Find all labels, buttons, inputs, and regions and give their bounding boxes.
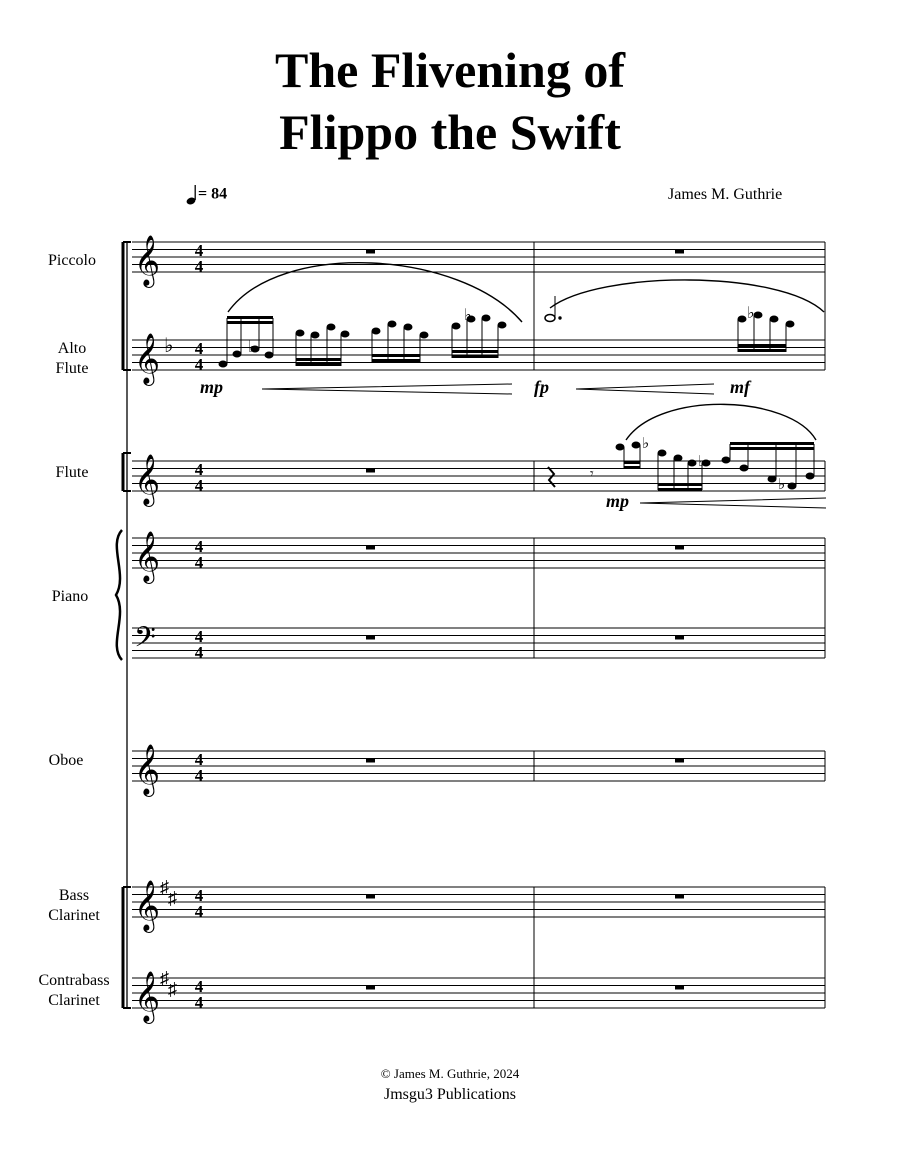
- note-head: [404, 324, 412, 330]
- beam: [227, 321, 273, 324]
- treble-clef-icon: 𝄞: [134, 744, 161, 795]
- flat-icon: ♭: [464, 307, 472, 324]
- title-line-1: The Flivening of: [274, 42, 626, 98]
- copyright-notice: © James M. Guthrie, 2024: [380, 1066, 520, 1081]
- beam: [658, 488, 702, 491]
- instrument-label-bass-clarinet: Bass Clarinet: [48, 887, 100, 924]
- title-line-2: Flippo the Swift: [279, 104, 621, 160]
- bass-clef-icon: 𝄢: [134, 621, 156, 661]
- beam: [738, 344, 786, 347]
- beam: [296, 358, 341, 361]
- note-head: [372, 328, 380, 334]
- publisher-name: Jmsgu3 Publications: [383, 1086, 516, 1103]
- flat-icon: ♭: [642, 436, 650, 452]
- whole-rest-icon: [366, 546, 375, 550]
- time-signature-top: 4: [194, 627, 204, 646]
- treble-clef-icon: 𝄞: [134, 971, 161, 1022]
- eighth-rest-icon: 𝄾: [590, 467, 594, 482]
- time-signature-top: 4: [194, 977, 204, 996]
- composer-name: James M. Guthrie: [668, 186, 783, 203]
- beam: [452, 355, 498, 358]
- staff-piano-treble: [132, 538, 825, 568]
- note-head: [296, 330, 304, 336]
- whole-rest-icon: [675, 759, 684, 763]
- note-head: [265, 352, 273, 358]
- whole-rest-icon: [366, 250, 375, 254]
- crescendo-hairpin: [640, 498, 826, 508]
- beam: [372, 354, 420, 357]
- whole-rest-icon: [675, 250, 684, 254]
- whole-rest-icon: [366, 759, 375, 763]
- time-signature-top: 4: [194, 339, 204, 358]
- time-signature-bottom: 4: [194, 766, 204, 785]
- note-head: [498, 322, 506, 328]
- time-signature-top: 4: [194, 241, 204, 260]
- note-head: [233, 351, 241, 357]
- time-signature-top: 4: [194, 537, 204, 556]
- beam: [227, 316, 273, 319]
- time-signature-bottom: 4: [194, 902, 204, 921]
- note-head: [452, 323, 460, 329]
- slur: [550, 280, 824, 312]
- instrument-label-piano: Piano: [51, 588, 89, 605]
- time-signature-bottom: 4: [194, 553, 204, 572]
- flat-icon: ♭: [164, 335, 174, 357]
- whole-rest-icon: [675, 636, 684, 640]
- beam: [624, 466, 640, 469]
- beam: [658, 483, 702, 486]
- whole-rest-icon: [675, 546, 684, 550]
- time-signature-bottom: 4: [194, 643, 204, 662]
- whole-rest-icon: [366, 636, 375, 640]
- beam: [372, 359, 420, 362]
- treble-clef-icon: 𝄞: [134, 531, 161, 582]
- flat-icon: ♭: [778, 477, 786, 493]
- whole-rest-icon: [366, 986, 375, 990]
- beam: [730, 442, 814, 445]
- note-head: [482, 315, 490, 321]
- sharp-icon: ♯: [160, 968, 169, 988]
- whole-rest-icon: [675, 895, 684, 899]
- crescendo-hairpin: [262, 384, 512, 394]
- note-head: [388, 321, 396, 327]
- time-signature-top: 4: [194, 886, 204, 905]
- time-signature-bottom: 4: [194, 355, 204, 374]
- whole-rest-icon: [366, 895, 375, 899]
- treble-clef-icon: 𝄞: [134, 880, 161, 931]
- tempo-value: = 84: [198, 185, 228, 203]
- note-head: [420, 332, 428, 338]
- beam: [296, 363, 341, 366]
- crescendo-hairpin: [576, 384, 714, 394]
- dynamic-fp: fp: [534, 377, 549, 397]
- instrument-label-alto-flute: Alto Flute: [55, 340, 89, 377]
- time-signature-bottom: 4: [194, 257, 204, 276]
- time-signature-bottom: 4: [194, 993, 204, 1012]
- time-signature-top: 4: [194, 460, 204, 479]
- instrument-label-contrabass-clarinet: Contrabass Clarinet: [38, 972, 110, 1009]
- dynamic-mf: mf: [730, 377, 750, 397]
- time-signature-top: 4: [194, 750, 204, 769]
- staff-contrabass-clarinet: [132, 887, 825, 1008]
- whole-rest-icon: [366, 469, 375, 473]
- sharp-icon: ♯: [168, 888, 177, 908]
- flat-icon: ♭: [747, 305, 755, 322]
- flat-icon: ♭: [248, 339, 256, 356]
- whole-rest-icon: [675, 986, 684, 990]
- note-head: [341, 331, 349, 337]
- note-head: [311, 332, 319, 338]
- treble-clef-icon: 𝄞: [134, 235, 161, 286]
- flat-icon: ♭: [698, 454, 706, 470]
- dynamic-mp: mp: [200, 377, 224, 397]
- treble-clef-icon: 𝄞: [134, 454, 161, 505]
- instrument-label-oboe: Oboe: [48, 752, 84, 769]
- instrument-label-piccolo: Piccolo: [48, 252, 96, 269]
- dynamic-mp: mp: [606, 491, 630, 511]
- half-note-head: [545, 315, 555, 322]
- beam: [730, 447, 814, 450]
- treble-clef-icon: 𝄞: [134, 333, 161, 384]
- piano-brace: [116, 530, 122, 660]
- beam: [452, 350, 498, 353]
- note-head: [219, 361, 227, 367]
- slur: [626, 404, 816, 440]
- sharp-icon: ♯: [160, 877, 169, 897]
- alto-flute-m2-notes: [545, 296, 794, 352]
- beam: [738, 349, 786, 352]
- staff-piano-bass: [132, 538, 825, 658]
- note-head: [327, 324, 335, 330]
- time-signature-bottom: 4: [194, 476, 204, 495]
- staff-flute: [132, 461, 825, 491]
- staff-bass-clarinet: [132, 887, 825, 917]
- staff-oboe: [132, 751, 825, 781]
- beam: [624, 461, 640, 464]
- instrument-label-flute: Flute: [55, 464, 89, 481]
- sharp-icon: ♯: [168, 979, 177, 999]
